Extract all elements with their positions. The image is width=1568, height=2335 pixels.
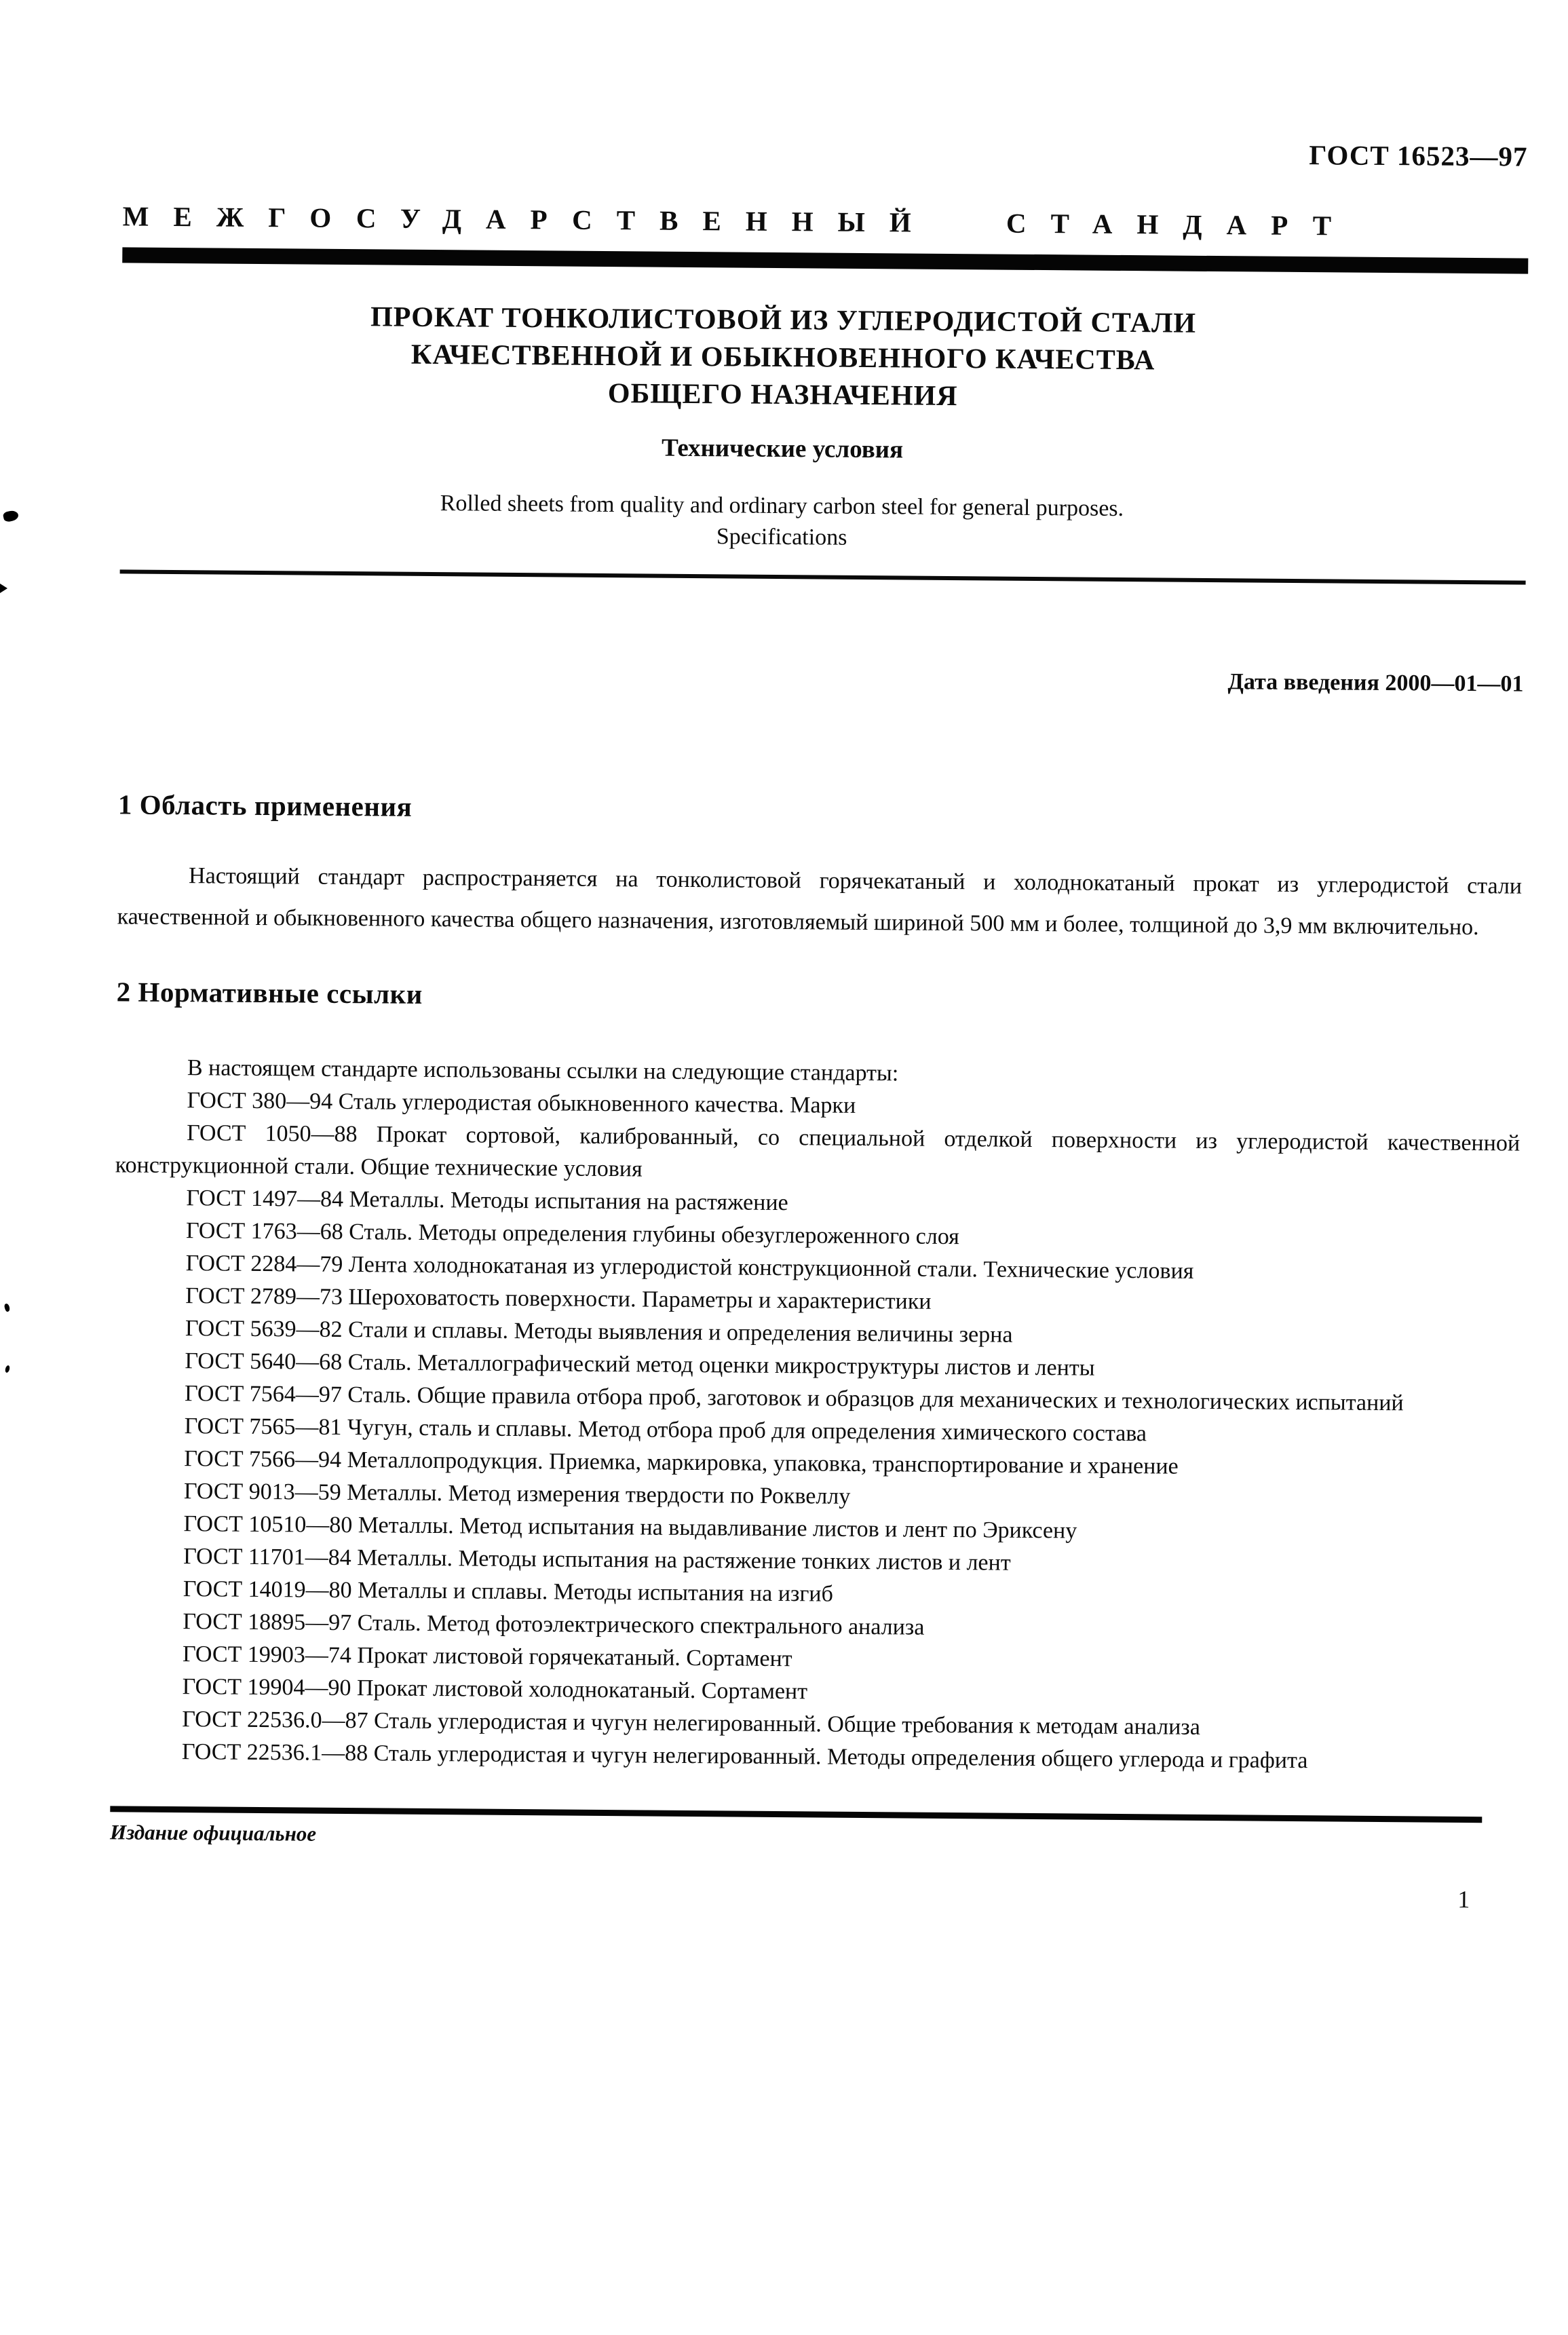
reference-item: ГОСТ 11701—84 Металлы. Методы испытания на растяжение тонких листов и лент bbox=[183, 1544, 1011, 1576]
section-2-heading: 2 Нормативные ссылки bbox=[116, 976, 423, 1010]
document-title-ru bbox=[121, 297, 1527, 419]
reference-item: ГОСТ 380—94 Сталь углеродистая обыкновенного качества. Марки bbox=[187, 1088, 856, 1118]
reference-item: ГОСТ 7565—81 Чугун, сталь и сплавы. Метод отбора проб для определения химического состава bbox=[184, 1413, 1147, 1447]
references-intro: В настоящем стандарте использованы ссылки на следующие стандарты: bbox=[187, 1055, 899, 1086]
reference-item: ГОСТ 7566—94 Металлопродукция. Приемка, маркировка, упаковка, транспортирование и хранение bbox=[184, 1446, 1179, 1479]
section-1-paragraph: Настоящий стандарт распространяется на тонколистовой горячекатаный и холоднокатаный прокат из углеродистой стали качественной и обыкновенного качества общего назначения, изготовляемый шириной 500 мм и более, толщиной до 3,9 мм включительно. bbox=[117, 863, 1523, 941]
references-list bbox=[111, 1051, 1521, 1779]
standard-code: ГОСТ 16523—97 bbox=[1309, 139, 1528, 172]
reference-item: ГОСТ 18895—97 Сталь. Метод фотоэлектрического спектрального анализа bbox=[183, 1609, 925, 1640]
reference-item: ГОСТ 1763—68 Сталь. Методы определения глубины обезуглероженного слоя bbox=[185, 1218, 959, 1250]
edition-note: Издание официальное bbox=[109, 1820, 317, 1846]
reference-item: ГОСТ 5640—68 Сталь. Металлографический метод оценки микроструктуры листов и ленты bbox=[185, 1348, 1095, 1381]
page-number: 1 bbox=[1457, 1885, 1470, 1914]
title-en-line-2: Specifications bbox=[716, 524, 847, 550]
reference-item: ГОСТ 9013—59 Металлы. Метод измерения твердости по Роквеллу bbox=[183, 1479, 851, 1509]
reference-item: ГОСТ 2789—73 Шероховатость поверхности. Параметры и характеристики bbox=[185, 1283, 932, 1314]
document-content bbox=[109, 129, 1527, 1914]
reference-item: ГОСТ 5639—82 Стали и сплавы. Методы выявления и определения величины зерна bbox=[185, 1316, 1013, 1348]
section-1-heading: 1 Область применения bbox=[117, 789, 413, 822]
reference-item: ГОСТ 2284—79 Лента холоднокатаная из углеродистой конструкционной стали. Технические условия bbox=[185, 1251, 1194, 1284]
title-line-3: ОБЩЕГО НАЗНАЧЕНИЯ bbox=[607, 378, 958, 413]
footer-rule bbox=[110, 1806, 1482, 1823]
reference-item: ГОСТ 19904—90 Прокат листовой холоднокатаный. Сортамент bbox=[182, 1674, 808, 1705]
reference-item: ГОСТ 1497—84 Металлы. Методы испытания на растяжение bbox=[186, 1185, 788, 1216]
reference-item: ГОСТ 10510—80 Металлы. Метод испытания на выдавливание листов и лент по Эриксену bbox=[183, 1511, 1077, 1544]
reference-item: ГОСТ 19903—74 Прокат листовой горячекатаный. Сортамент bbox=[182, 1641, 792, 1672]
title-en-line-1: Rolled sheets from quality and ordinary carbon steel for general purposes. bbox=[440, 491, 1124, 521]
reference-item: ГОСТ 7564—97 Сталь. Общие правила отбора проб, заготовок и образцов для механических и технологических испытаний bbox=[184, 1381, 1404, 1416]
reference-item: ГОСТ 14019—80 Металлы и сплавы. Методы испытания на изгиб bbox=[183, 1576, 833, 1607]
reference-item: ГОСТ 22536.1—88 Сталь углеродистая и чугун нелегированный. Методы определения общего углерода и графита bbox=[181, 1739, 1308, 1774]
title-line-1: ПРОКАТ ТОНКОЛИСТОВОЙ ИЗ УГЛЕРОДИСТОЙ СТАЛИ bbox=[370, 301, 1197, 339]
title-separator-rule bbox=[120, 569, 1526, 584]
banner-rule bbox=[122, 247, 1528, 273]
document-subtitle-ru: Технические условия bbox=[661, 434, 904, 464]
document-title-en bbox=[120, 485, 1525, 558]
title-line-2: КАЧЕСТВЕННОЙ И ОБЫКНОВЕННОГО КАЧЕСТВА bbox=[410, 339, 1155, 377]
interstate-standard-banner: МЕЖГОСУДАРСТВЕННЫЙ СТАНДАРТ bbox=[122, 200, 1356, 242]
effective-date: Дата введения 2000—01—01 bbox=[1227, 669, 1524, 697]
reference-item: ГОСТ 22536.0—87 Сталь углеродистая и чугун нелегированный. Общие требования к методам анализа bbox=[182, 1707, 1201, 1740]
reference-item: ГОСТ 1050—88 Прокат сортовой, калиброванный, со специальной отделкой поверхности из углеродистой качественной конструкционной стали. Общие технические условия bbox=[115, 1120, 1521, 1182]
